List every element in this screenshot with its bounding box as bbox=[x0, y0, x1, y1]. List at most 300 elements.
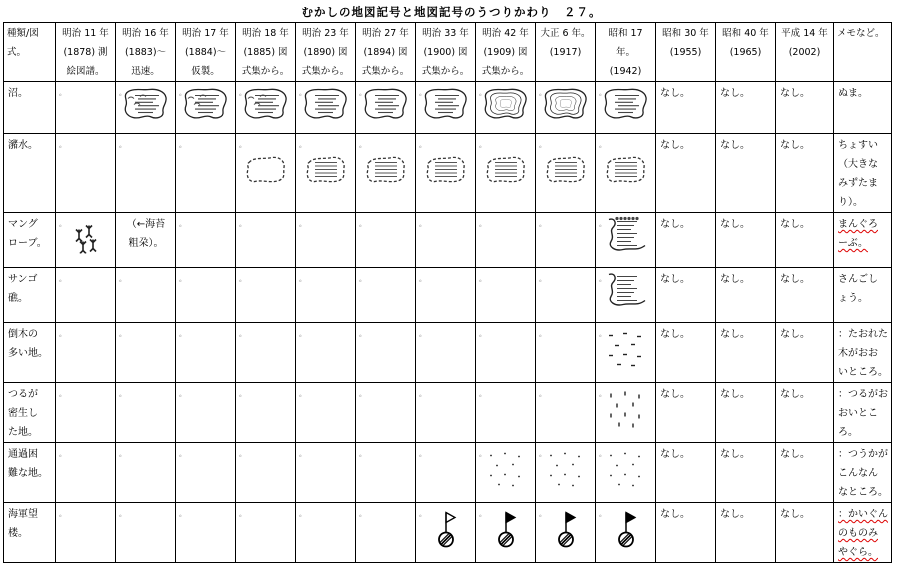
symbol-cell bbox=[536, 213, 596, 268]
symbol-cell bbox=[356, 213, 416, 268]
none-label: なし。 bbox=[660, 219, 690, 230]
symbol-cell bbox=[176, 383, 236, 443]
map-symbol bbox=[241, 86, 291, 129]
naval-watchtower-symbol bbox=[615, 510, 637, 548]
symbol-cell bbox=[476, 503, 536, 563]
none-label: なし。 bbox=[780, 88, 810, 99]
map-symbol bbox=[304, 155, 348, 192]
type-cell bbox=[4, 323, 56, 383]
none-label: なし。 bbox=[660, 509, 690, 520]
none-label: なし。 bbox=[660, 329, 690, 340]
marsh-symbol bbox=[481, 86, 531, 122]
table-row bbox=[4, 134, 892, 213]
paragraph-mark: 。 bbox=[239, 390, 246, 398]
symbol-cell bbox=[56, 323, 116, 383]
paragraph-mark: 。 bbox=[419, 450, 426, 458]
memo-text: ぬま。 bbox=[838, 88, 868, 99]
symbol-cell bbox=[116, 268, 176, 323]
memo-text: ちょすい （大きな みずたま り）。 bbox=[838, 140, 878, 208]
none-cell bbox=[776, 383, 834, 443]
paragraph-mark: 。 bbox=[119, 275, 126, 283]
symbol-cell bbox=[536, 134, 596, 213]
paragraph-mark: 。 bbox=[359, 141, 366, 149]
symbol-cell bbox=[596, 82, 656, 134]
symbol-cell bbox=[56, 503, 116, 563]
fallen-trees-symbol bbox=[605, 329, 647, 369]
paragraph-mark: 。 bbox=[539, 220, 546, 228]
none-label: なし。 bbox=[720, 449, 750, 460]
none-label: なし。 bbox=[720, 274, 750, 285]
impassable-symbol bbox=[485, 449, 527, 489]
symbol-cell bbox=[176, 323, 236, 383]
type-label: 倒木の 多い地。 bbox=[8, 329, 48, 359]
symbol-cell bbox=[296, 82, 356, 134]
paragraph-mark: 。 bbox=[599, 220, 606, 228]
marsh-symbol bbox=[121, 86, 171, 122]
memo-cell bbox=[834, 443, 892, 503]
paragraph-mark: 。 bbox=[299, 89, 306, 97]
symbol-cell bbox=[56, 268, 116, 323]
reservoir-symbol bbox=[424, 155, 468, 185]
marsh-symbol bbox=[361, 86, 411, 122]
header-cell: 大正 6 年。 (1917) bbox=[540, 28, 591, 58]
map-symbol bbox=[495, 510, 517, 555]
paragraph-mark: 。 bbox=[239, 141, 246, 149]
none-label: なし。 bbox=[780, 509, 810, 520]
paragraph-mark: 。 bbox=[179, 450, 186, 458]
map-symbol bbox=[484, 155, 528, 192]
symbol-cell bbox=[116, 443, 176, 503]
map-symbol bbox=[481, 86, 531, 129]
none-label: なし。 bbox=[660, 88, 690, 99]
map-symbol bbox=[71, 220, 101, 261]
symbol-cell bbox=[296, 323, 356, 383]
symbol-cell bbox=[296, 383, 356, 443]
symbol-cell bbox=[476, 213, 536, 268]
symbol-cell bbox=[356, 323, 416, 383]
type-label: マング ローブ。 bbox=[8, 219, 47, 249]
symbol-cell bbox=[476, 323, 536, 383]
symbol-cell bbox=[596, 268, 656, 323]
none-cell bbox=[776, 323, 834, 383]
memo-cell bbox=[834, 213, 892, 268]
none-cell bbox=[656, 383, 716, 443]
type-label: つるが 密生し た地。 bbox=[8, 389, 38, 438]
map-symbol bbox=[544, 155, 588, 192]
paragraph-mark: 。 bbox=[59, 450, 66, 458]
map-symbol bbox=[555, 510, 577, 555]
symbol-cell bbox=[536, 443, 596, 503]
symbol-cell bbox=[596, 213, 656, 268]
header-cell: 種類/図 式。 bbox=[7, 28, 39, 58]
symbol-cell bbox=[236, 268, 296, 323]
none-cell bbox=[776, 443, 834, 503]
paragraph-mark: 。 bbox=[299, 141, 306, 149]
memo-cell bbox=[834, 323, 892, 383]
paragraph-mark: 。 bbox=[299, 510, 306, 518]
type-label: 瀦水。 bbox=[8, 140, 38, 151]
type-cell bbox=[4, 268, 56, 323]
paragraph-mark: 。 bbox=[119, 450, 126, 458]
paragraph-mark: 。 bbox=[359, 330, 366, 338]
paragraph-mark: 。 bbox=[419, 141, 426, 149]
paragraph-mark: 。 bbox=[239, 330, 246, 338]
paragraph-mark: 。 bbox=[59, 275, 66, 283]
memo-cell bbox=[834, 383, 892, 443]
marsh-symbol bbox=[421, 86, 471, 122]
symbol-cell bbox=[596, 383, 656, 443]
memo-cell bbox=[834, 82, 892, 134]
paragraph-mark: 。 bbox=[179, 220, 186, 228]
paragraph-mark: 。 bbox=[539, 450, 546, 458]
none-label: なし。 bbox=[720, 389, 750, 400]
header-cell: 昭和 30 年 (1955) bbox=[662, 28, 709, 58]
paragraph-mark: 。 bbox=[599, 330, 606, 338]
paragraph-mark: 。 bbox=[359, 220, 366, 228]
map-symbol bbox=[605, 329, 647, 376]
symbol-cell bbox=[476, 268, 536, 323]
none-cell bbox=[656, 213, 716, 268]
symbol-cell bbox=[236, 443, 296, 503]
memo-cell bbox=[834, 134, 892, 213]
none-cell bbox=[716, 323, 776, 383]
paragraph-mark: 。 bbox=[179, 89, 186, 97]
symbol-cell bbox=[416, 503, 476, 563]
paragraph-mark: 。 bbox=[179, 390, 186, 398]
none-label: なし。 bbox=[720, 329, 750, 340]
paragraph-mark: 。 bbox=[359, 450, 366, 458]
symbol-cell bbox=[596, 503, 656, 563]
none-label: なし。 bbox=[780, 389, 810, 400]
paragraph-mark: 。 bbox=[419, 275, 426, 283]
paragraph-mark: 。 bbox=[599, 510, 606, 518]
symbol-cell bbox=[296, 503, 356, 563]
symbol-cell bbox=[356, 443, 416, 503]
type-label: 海軍望 楼。 bbox=[8, 509, 38, 539]
symbol-cell bbox=[176, 134, 236, 213]
map-symbol bbox=[244, 155, 288, 192]
paragraph-mark: 。 bbox=[59, 330, 66, 338]
mangrove-coast-symbol bbox=[603, 216, 649, 258]
symbol-cell bbox=[56, 82, 116, 134]
type-cell bbox=[4, 134, 56, 213]
paragraph-mark: 。 bbox=[239, 89, 246, 97]
symbol-cell bbox=[596, 323, 656, 383]
memo-cell bbox=[834, 268, 892, 323]
memo-text: ：たおれた 木がおお いところ。 bbox=[838, 329, 888, 378]
table-row bbox=[4, 213, 892, 268]
table-row bbox=[4, 503, 892, 563]
vines-symbol bbox=[605, 389, 647, 429]
paragraph-mark: 。 bbox=[239, 450, 246, 458]
symbol-cell bbox=[476, 443, 536, 503]
none-cell bbox=[776, 134, 834, 213]
none-cell bbox=[716, 213, 776, 268]
paragraph-mark: 。 bbox=[59, 510, 66, 518]
reservoir-symbol bbox=[604, 155, 648, 185]
none-label: なし。 bbox=[780, 274, 810, 285]
map-symbol bbox=[604, 155, 648, 192]
symbol-cell bbox=[236, 213, 296, 268]
none-cell bbox=[776, 503, 834, 563]
paragraph-mark: 。 bbox=[479, 450, 486, 458]
map-symbol bbox=[615, 510, 637, 555]
symbol-cell bbox=[416, 443, 476, 503]
page-title: むかしの地図記号と地図記号のうつりかわり ２７。 bbox=[301, 5, 602, 19]
paragraph-mark: 。 bbox=[539, 141, 546, 149]
paragraph-mark: 。 bbox=[599, 89, 606, 97]
paragraph-mark: 。 bbox=[59, 220, 66, 228]
note-text: （←海苔 粗朶）。 bbox=[126, 219, 166, 249]
paragraph-mark: 。 bbox=[479, 510, 486, 518]
symbol-cell bbox=[296, 443, 356, 503]
paragraph-mark: 。 bbox=[239, 510, 246, 518]
none-cell bbox=[716, 268, 776, 323]
symbol-cell bbox=[416, 213, 476, 268]
symbol-cell bbox=[296, 268, 356, 323]
none-cell bbox=[776, 213, 834, 268]
paragraph-mark: 。 bbox=[539, 330, 546, 338]
symbol-cell bbox=[236, 323, 296, 383]
paragraph-mark: 。 bbox=[299, 450, 306, 458]
symbol-cell bbox=[56, 134, 116, 213]
marsh-symbol bbox=[181, 86, 231, 122]
map-symbol bbox=[421, 86, 471, 129]
symbol-cell bbox=[476, 82, 536, 134]
none-label: なし。 bbox=[720, 88, 750, 99]
paragraph-mark: 。 bbox=[359, 89, 366, 97]
paragraph-mark: 。 bbox=[59, 390, 66, 398]
marsh-symbol bbox=[241, 86, 291, 122]
symbol-cell bbox=[116, 383, 176, 443]
symbol-cell bbox=[536, 268, 596, 323]
paragraph-mark: 。 bbox=[419, 390, 426, 398]
paragraph-mark: 。 bbox=[419, 89, 426, 97]
type-cell bbox=[4, 82, 56, 134]
paragraph-mark: 。 bbox=[539, 89, 546, 97]
symbol-cell bbox=[416, 323, 476, 383]
type-cell bbox=[4, 443, 56, 503]
reservoir-symbol bbox=[544, 155, 588, 185]
header-cell: 明治 42 年 (1909) 図 式集から。 bbox=[481, 28, 530, 77]
type-label: 通過困 難な地。 bbox=[8, 449, 48, 479]
map-symbol bbox=[361, 86, 411, 129]
map-symbol bbox=[603, 271, 649, 320]
paragraph-mark: 。 bbox=[359, 390, 366, 398]
none-cell bbox=[716, 503, 776, 563]
none-cell bbox=[716, 443, 776, 503]
none-label: なし。 bbox=[660, 140, 690, 151]
symbol-cell bbox=[176, 213, 236, 268]
header-cell: 昭和 17 年。 (1942) bbox=[608, 28, 643, 77]
none-label: なし。 bbox=[780, 449, 810, 460]
none-label: なし。 bbox=[660, 449, 690, 460]
paragraph-mark: 。 bbox=[119, 390, 126, 398]
paragraph-mark: 。 bbox=[419, 510, 426, 518]
paragraph-mark: 。 bbox=[479, 330, 486, 338]
symbol-cell bbox=[536, 383, 596, 443]
none-cell bbox=[716, 82, 776, 134]
symbol-cell bbox=[116, 323, 176, 383]
symbol-cell bbox=[536, 82, 596, 134]
table-row bbox=[4, 383, 892, 443]
memo-text: さんごし ょう。 bbox=[838, 274, 878, 304]
none-cell bbox=[656, 82, 716, 134]
none-label: なし。 bbox=[660, 389, 690, 400]
symbol-cell bbox=[116, 134, 176, 213]
reservoir-symbol bbox=[304, 155, 348, 185]
none-label: なし。 bbox=[720, 509, 750, 520]
map-symbol bbox=[603, 216, 649, 265]
symbol-cell bbox=[356, 82, 416, 134]
naval-watchtower-symbol bbox=[495, 510, 517, 548]
paragraph-mark: 。 bbox=[179, 510, 186, 518]
paragraph-mark: 。 bbox=[119, 330, 126, 338]
reservoir-symbol bbox=[364, 155, 408, 185]
symbol-cell bbox=[536, 323, 596, 383]
symbol-cell bbox=[56, 213, 116, 268]
type-cell bbox=[4, 213, 56, 268]
type-cell bbox=[4, 383, 56, 443]
paragraph-mark: 。 bbox=[239, 220, 246, 228]
symbol-cell bbox=[596, 134, 656, 213]
none-cell bbox=[776, 268, 834, 323]
symbol-cell bbox=[356, 268, 416, 323]
none-cell bbox=[656, 134, 716, 213]
paragraph-mark: 。 bbox=[599, 275, 606, 283]
symbol-cell bbox=[236, 134, 296, 213]
symbol-cell bbox=[596, 443, 656, 503]
impassable-symbol bbox=[605, 449, 647, 489]
map-symbol bbox=[435, 510, 457, 555]
none-label: なし。 bbox=[720, 140, 750, 151]
marsh-symbol bbox=[301, 86, 351, 122]
none-label: なし。 bbox=[780, 219, 810, 230]
symbol-cell bbox=[356, 503, 416, 563]
none-label: なし。 bbox=[660, 274, 690, 285]
paragraph-mark: 。 bbox=[299, 330, 306, 338]
symbol-cell bbox=[236, 82, 296, 134]
paragraph-mark: 。 bbox=[359, 275, 366, 283]
paragraph-mark: 。 bbox=[599, 450, 606, 458]
symbol-cell bbox=[476, 383, 536, 443]
symbol-cell bbox=[56, 443, 116, 503]
paragraph-mark: 。 bbox=[599, 390, 606, 398]
memo-text: まんぐろ ーぶ。 bbox=[838, 219, 878, 249]
naval-watchtower-symbol bbox=[555, 510, 577, 548]
reservoir-symbol bbox=[484, 155, 528, 185]
header-cell: 明治 17 年 (1884)～ 仮製。 bbox=[182, 28, 229, 77]
symbol-cell bbox=[236, 383, 296, 443]
symbol-cell bbox=[416, 82, 476, 134]
table-row bbox=[4, 268, 892, 323]
map-symbol bbox=[301, 86, 351, 129]
symbol-cell bbox=[56, 383, 116, 443]
paragraph-mark: 。 bbox=[539, 510, 546, 518]
symbol-cell bbox=[356, 134, 416, 213]
symbol-cell bbox=[116, 503, 176, 563]
paragraph-mark: 。 bbox=[239, 275, 246, 283]
paragraph-mark: 。 bbox=[539, 275, 546, 283]
table-row bbox=[4, 82, 892, 134]
paragraph-mark: 。 bbox=[119, 510, 126, 518]
header-cell: 明治 27 年 (1894) 図 式集から。 bbox=[361, 28, 410, 77]
type-label: サンゴ 礁。 bbox=[8, 274, 38, 304]
memo-text: ：つるがお おいとこ ろ。 bbox=[838, 389, 888, 438]
paragraph-mark: 。 bbox=[119, 89, 126, 97]
header-cell: 平成 14 年 (2002) bbox=[781, 28, 828, 58]
header-cell: 明治 16 年 (1883)～ 迅速。 bbox=[122, 28, 169, 77]
symbol-cell bbox=[176, 503, 236, 563]
paragraph-mark: 。 bbox=[479, 220, 486, 228]
paragraph-mark: 。 bbox=[59, 141, 66, 149]
memo-text: ：つうかが こんなん なところ。 bbox=[838, 449, 888, 498]
symbol-cell bbox=[116, 82, 176, 134]
symbol-cell bbox=[296, 134, 356, 213]
map-symbol bbox=[424, 155, 468, 192]
memo-cell bbox=[834, 503, 892, 563]
paragraph-mark: 。 bbox=[479, 390, 486, 398]
type-cell bbox=[4, 503, 56, 563]
map-symbol bbox=[181, 86, 231, 129]
none-cell bbox=[716, 134, 776, 213]
memo-text: ：かいぐん のものみ やぐら。 bbox=[838, 509, 888, 558]
paragraph-mark: 。 bbox=[119, 141, 126, 149]
paragraph-mark: 。 bbox=[299, 275, 306, 283]
header-cell: 昭和 40 年 (1965) bbox=[722, 28, 769, 58]
symbol-cell bbox=[416, 134, 476, 213]
marsh-symbol bbox=[541, 86, 591, 122]
symbol-cell bbox=[236, 503, 296, 563]
none-cell bbox=[656, 323, 716, 383]
symbol-cell bbox=[296, 213, 356, 268]
map-symbol bbox=[545, 449, 587, 496]
mangrove-symbol bbox=[71, 220, 101, 254]
none-cell bbox=[656, 503, 716, 563]
none-label: なし。 bbox=[780, 329, 810, 340]
symbol-cell bbox=[416, 383, 476, 443]
paragraph-mark: 。 bbox=[179, 275, 186, 283]
map-symbol bbox=[605, 389, 647, 436]
impassable-symbol bbox=[545, 449, 587, 489]
symbol-cell bbox=[416, 268, 476, 323]
none-label: なし。 bbox=[720, 219, 750, 230]
header-cell: 明治 11 年 (1878) 測 絵図譜。 bbox=[62, 28, 109, 77]
paragraph-mark: 。 bbox=[539, 390, 546, 398]
reservoir-symbol bbox=[244, 155, 288, 185]
marsh-symbol bbox=[601, 86, 651, 122]
header-cell: メモなど。 bbox=[837, 28, 885, 39]
none-cell bbox=[716, 383, 776, 443]
paragraph-mark: 。 bbox=[479, 141, 486, 149]
none-cell bbox=[656, 443, 716, 503]
map-symbol bbox=[601, 86, 651, 129]
paragraph-mark: 。 bbox=[419, 330, 426, 338]
type-label: 沼。 bbox=[8, 88, 28, 99]
paragraph-mark: 。 bbox=[299, 220, 306, 228]
coral-reef-symbol bbox=[603, 271, 649, 313]
symbol-cell bbox=[476, 134, 536, 213]
header-cell: 明治 33 年 (1900) 図 式集から。 bbox=[421, 28, 470, 77]
map-symbol bbox=[485, 449, 527, 496]
table-row bbox=[4, 443, 892, 503]
symbol-table bbox=[3, 22, 892, 563]
naval-watchtower-symbol bbox=[435, 510, 457, 548]
paragraph-mark: 。 bbox=[479, 89, 486, 97]
map-symbol bbox=[121, 86, 171, 129]
paragraph-mark: 。 bbox=[419, 220, 426, 228]
map-symbol bbox=[605, 449, 647, 496]
